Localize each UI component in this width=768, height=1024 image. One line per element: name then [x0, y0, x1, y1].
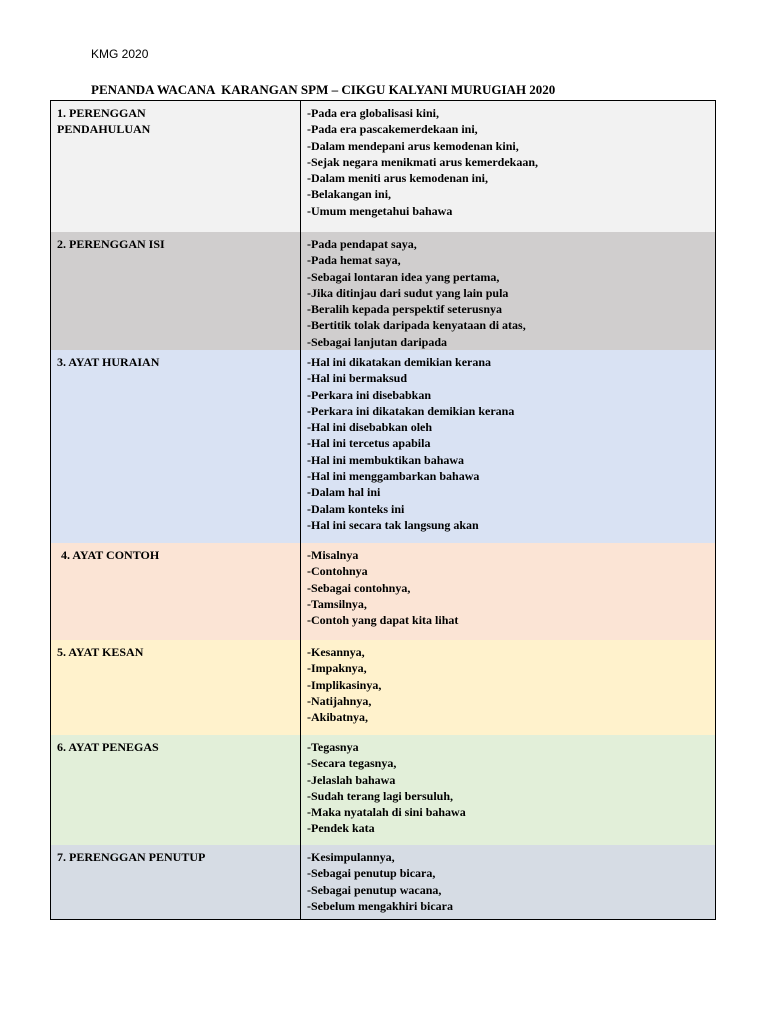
row-phrases-cell — [301, 350, 715, 543]
row-label: 7. PERENGGAN PENUTUP — [57, 850, 206, 864]
row-label: 6. AYAT PENEGAS — [57, 740, 159, 754]
row-label-cell — [51, 350, 301, 543]
phrase-item: -Dalam meniti arus kemodenan ini, — [307, 171, 489, 186]
table-row-huraian — [51, 350, 715, 543]
phrase-item: -Sebagai lanjutan daripada — [307, 334, 448, 349]
phrase-item: -Tegasnya — [307, 740, 359, 754]
row-label-cell — [51, 101, 301, 232]
discourse-markers-table — [50, 100, 716, 920]
phrase-item: -Maka nyatalah di sini bahawa — [307, 805, 466, 820]
phrase-item: -Hal ini tercetus apabila — [307, 436, 431, 451]
phrase-item: -Jika ditinjau dari sudut yang lain pula — [307, 285, 509, 300]
phrase-item: -Jelaslah bahawa — [307, 772, 396, 787]
phrase-item: -Dalam konteks ini — [307, 501, 405, 516]
phrase-item: -Pada era pascakemerdekaan ini, — [307, 122, 478, 137]
phrase-item: -Akibatnya, — [307, 710, 369, 725]
phrase-item: -Hal ini menggambarkan bahawa — [307, 469, 480, 484]
phrase-item: -Impaknya, — [307, 661, 367, 676]
phrase-item: -Bertitik tolak daripada kenyataan di atas, — [307, 318, 526, 333]
row-phrases-cell — [301, 640, 715, 735]
row-phrases-cell — [301, 101, 715, 232]
table-row-contoh — [51, 543, 715, 640]
table-row-penegas — [51, 735, 715, 845]
phrase-item: -Kesannya, — [307, 645, 365, 659]
table-row-pendahuluan — [51, 101, 715, 232]
phrase-item: -Pada hemat saya, — [307, 253, 401, 268]
phrase-item: -Natijahnya, — [307, 693, 372, 708]
row-label: 1. PERENGGAN PENDAHULUAN — [57, 106, 151, 137]
phrase-item: -Implikasinya, — [307, 677, 382, 692]
phrase-item: -Beralih kepada perspektif seterusnya — [307, 302, 502, 317]
phrase-item: -Umum mengetahui bahawa — [307, 203, 453, 218]
phrase-item: -Contohnya — [307, 564, 368, 579]
row-label-cell — [51, 543, 301, 640]
phrase-item: -Secara tegasnya, — [307, 756, 397, 771]
row-phrases-cell — [301, 232, 715, 350]
phrase-item: -Kesimpulannya, — [307, 850, 395, 864]
phrase-item: -Hal ini disebabkan oleh — [307, 420, 433, 435]
phrase-item: -Sebagai contohnya, — [307, 580, 411, 595]
phrase-item: -Perkara ini disebabkan — [307, 387, 432, 402]
table-row-kesan — [51, 640, 715, 735]
row-phrases-cell — [301, 735, 715, 845]
phrase-item: -Pendek kata — [307, 821, 375, 836]
phrase-item: -Hal ini bermaksud — [307, 371, 408, 386]
phrase-item: -Sebelum mengakhiri bicara — [307, 898, 453, 913]
phrase-item: -Hal ini membuktikan bahawa — [307, 452, 465, 467]
phrase-item: -Pada pendapat saya, — [307, 237, 417, 251]
phrase-item: -Hal ini secara tak langsung akan — [307, 517, 479, 532]
row-label: 2. PERENGGAN ISI — [57, 237, 165, 251]
phrase-item: -Sudah terang lagi bersuluh, — [307, 788, 454, 803]
phrase-item: -Dalam mendepani arus kemodenan kini, — [307, 138, 519, 153]
phrase-item: -Hal ini dikatakan demikian kerana — [307, 355, 492, 369]
row-label: 5. AYAT KESAN — [57, 645, 144, 659]
row-label: 3. AYAT HURAIAN — [57, 355, 160, 369]
row-label-cell — [51, 232, 301, 350]
row-label-cell — [51, 735, 301, 845]
header-note: KMG 2020 — [91, 47, 149, 61]
row-label: 4. AYAT CONTOH — [61, 548, 160, 562]
phrase-item: -Perkara ini dikatakan demikian kerana — [307, 403, 515, 418]
document-title: PENANDA WACANA KARANGAN SPM – CIKGU KALYANI MURUGIAH 2020 — [91, 82, 556, 97]
phrase-item: -Misalnya — [307, 548, 359, 562]
phrase-item: -Sebagai penutup bicara, — [307, 866, 436, 881]
phrase-item: -Contoh yang dapat kita lihat — [307, 613, 459, 628]
phrase-item: -Pada era globalisasi kini, — [307, 106, 440, 120]
phrase-item: -Belakangan ini, — [307, 187, 392, 202]
phrase-item: -Tamsilnya, — [307, 596, 367, 611]
row-label-cell — [51, 640, 301, 735]
table-row-isi — [51, 232, 715, 350]
phrase-item: -Sebagai penutup wacana, — [307, 882, 442, 897]
row-phrases-cell — [301, 543, 715, 640]
table-row-penutup — [51, 845, 715, 919]
phrase-item: -Sebagai lontaran idea yang pertama, — [307, 269, 500, 284]
phrase-item: -Sejak negara menikmati arus kemerdekaan, — [307, 154, 538, 169]
phrase-item: -Dalam hal ini — [307, 485, 381, 500]
row-phrases-cell — [301, 845, 715, 919]
row-label-cell — [51, 845, 301, 919]
